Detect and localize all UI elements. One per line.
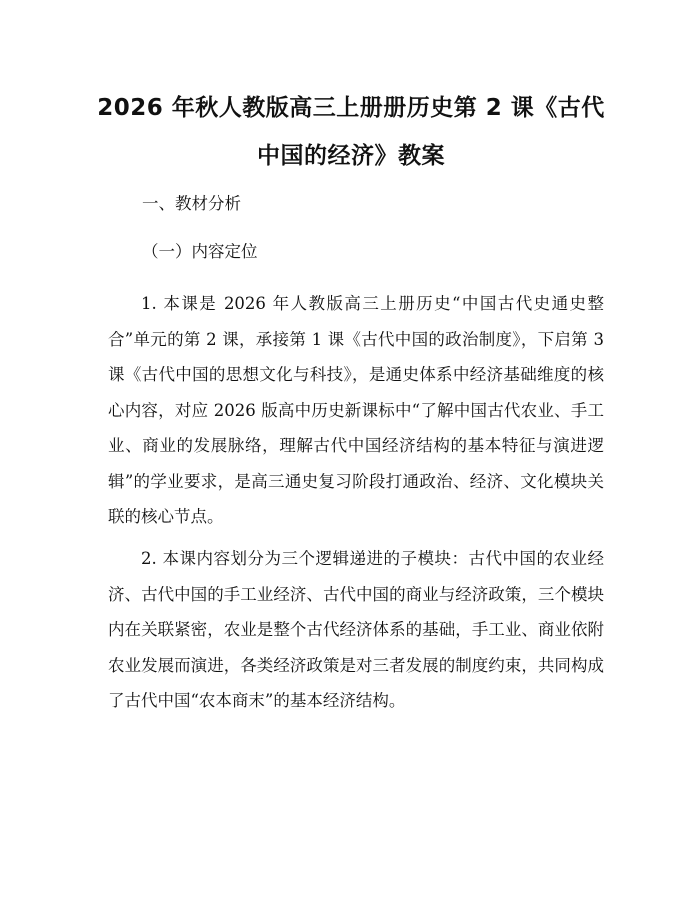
section-heading: 一、教材分析: [142, 194, 241, 213]
paragraph-1: 1. 本课是 2026 年人教版高三上册历史“中国古代史通史整合”单元的第 2 课，承接第 1 课《古代中国的政治制度》，下启第 3 课《古代中国的思想文化与科技》，是通史体系中经济基础维度的核心内容，对应 2026 版高中历史新课标中“了解中国古代农业、手工业、商业的发展脉络，理解古代中国经济结构的基本特征与演进逻辑”的学业要求，是高三通史复习阶段打通政治、经济、文化模块关联的核心节点。: [108, 294, 604, 526]
document-title: 2026 年秋人教版高三上册册历史第 2 课《古代中国的经济》教案: [97, 95, 605, 169]
subsection-heading: （一）内容定位: [142, 242, 258, 261]
paragraph-2: 2. 本课内容划分为三个逻辑递进的子模块：古代中国的农业经济、古代中国的手工业经济、古代中国的商业与经济政策，三个模块内在关联紧密，农业是整个古代经济体系的基础，手工业、商业依附农业发展而演进，各类经济政策是对三者发展的制度约束，共同构成了古代中国“农本商末”的基本经济结构。: [108, 549, 604, 710]
